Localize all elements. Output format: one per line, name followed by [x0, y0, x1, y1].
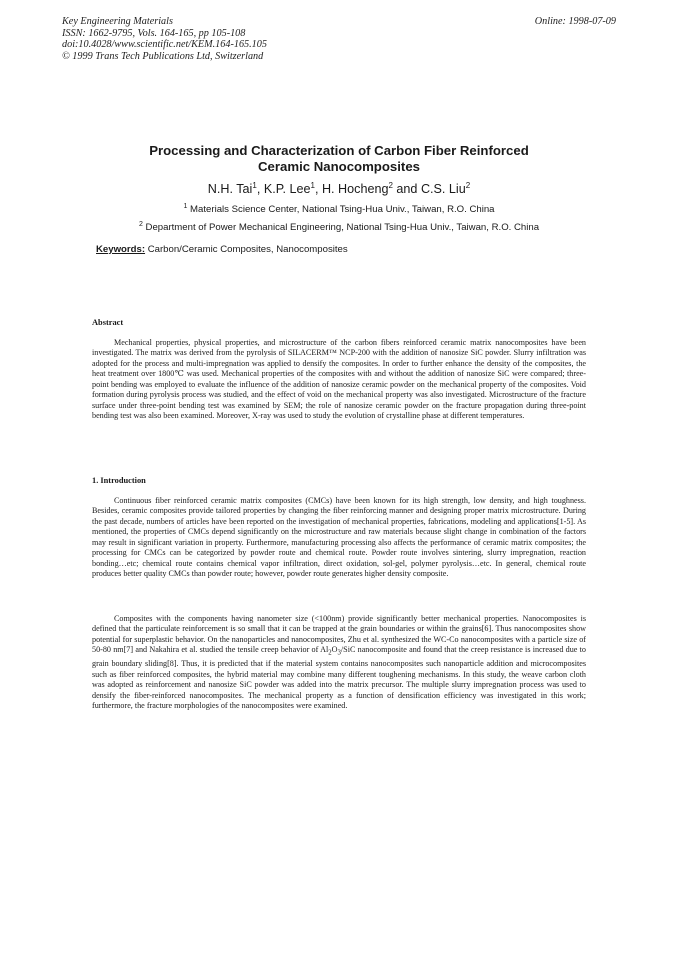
- paragraph-text: /SiC nanocomposite and found that the creep resistance is increased due to grain boundary sliding[8]. Thus, it is predicted that if the material system contains nanocomposites such nanoparticle addition and microcomposites such as fiber reinforced composites, the hybrid material may combine many different toughening mechanisms. In this study, the weave carbon cloth was adopted as reinforcement and nanosize SiC powder was added into the matrix precursor. The multiple slurry impregnation process was used to densify the fiber-reinforced nanocomposites. The mechanical property as a function of densification efficiency was investigated in this work; furthermore, the fracture morphologies of the nanocomposites were examined.: [92, 645, 586, 711]
- title-line-2: Ceramic Nanocomposites: [258, 158, 420, 174]
- online-date: Online: 1998-07-09: [534, 16, 616, 27]
- affiliation-text: Department of Power Mechanical Engineering, National Tsing-Hua Univ., Taiwan, R.O. China: [145, 222, 540, 233]
- affiliation-1: [40, 204, 638, 216]
- keywords: [96, 244, 348, 255]
- introduction-paragraph-2: [92, 614, 586, 712]
- affiliation-number: 1: [183, 202, 188, 210]
- paper-title: [40, 143, 638, 174]
- subscript: 2: [328, 649, 332, 657]
- copyright-line: © 1999 Trans Tech Publications Ltd, Switzerland: [62, 50, 264, 62]
- author-separator: and: [392, 182, 421, 196]
- author-name: K.P. Lee: [263, 182, 311, 196]
- keywords-text: Carbon/Ceramic Composites, Nanocomposites: [147, 244, 348, 255]
- author-affiliation-mark: 2: [388, 180, 393, 190]
- author-separator: ,: [314, 182, 322, 196]
- author-affiliation-mark: 2: [465, 180, 471, 190]
- title-line-1: Processing and Characterization of Carbon Fiber Reinforced: [149, 143, 529, 158]
- issn-line: ISSN: 1662-9795, Vols. 164-165, pp 105-108: [62, 27, 246, 39]
- journal-name: Key Engineering Materials: [62, 16, 173, 27]
- author-name: H. Hocheng: [321, 182, 389, 196]
- keywords-label: Keywords:: [96, 244, 146, 255]
- paragraph-text: Composites with the components having nanometer size (<100nm) provide significantly better mechanical properties. Nanocomposites is defined that the particulate reinforcement is so small that it can be trapped at the grain boundaries or within the grains[6]. Thus nanocomposites show potential for superplastic behavior. On the nanoparticles and nanocomposites, Zhu et al. synthesized the WC-Co nanocomposites with a particle size of 50-80 nm[7] and Nakahira et al. studied the tensile creep behavior of Al: [92, 614, 586, 655]
- author-name: C.S. Liu: [420, 182, 466, 196]
- abstract-heading: Abstract: [92, 318, 124, 327]
- abstract-paragraph: Mechanical properties, physical properties, and microstructure of the carbon fibers reinforced ceramic matrix nanocomposites have been investigated. The matrix was derived from the pyrolysis of SILACERM™ NCP-200 with the addition of nanosize SiC powder. Slurry infiltration was adopted for the process and multi-impregnation was applied to densify the composites. In order to further enhance the density of the composites, the heat treatment over 1800℃ was used. Mechanical properties of the composites with and without the addition of nanosize SiC were compared; three-point bending was employed to evaluate the influence of the addition of nanosize ceramic powder on the mechanical property of the composites. Void formation during pyrolysis process was studied, and the effect of void on the mechanical property was also investigated. Microstructure of the fracture surface under three-point bending test was examined by SEM; the role of nanosize ceramic powder on the fracture propagation during three-point bending test was also been examined. Moreover, X-ray was used to study the evolution of crystalline phase at different temperatures.: [92, 338, 586, 421]
- paragraph-text: O: [331, 645, 338, 655]
- author-affiliation-mark: 1: [252, 180, 257, 190]
- subscript: 3: [337, 649, 341, 657]
- introduction-paragraph-1: Continuous fiber reinforced ceramic matrix composites (CMCs) have been known for its high strength, low density, and high toughness. Besides, ceramic composites provide tailored properties by changing the fiber reinforcing manner and designing proper matrix microstructure. During the past decade, numbers of articles have been reported on the investigation of mechanical properties, fabrications, modeling and applications[1-5]. As mentioned, the properties of CMCs depend significantly on the microstructure and raw materials because slight change in combination of the factors may result in significant variation in property. Furthermore, manufacturing processing also affects the performance of ceramic matrix composites; the processing for CMCs can be categorized by powder route and chemical route. Powder route involves sintering, slurry impregnation, reaction bonding…etc; chemical route contains chemical vapor infiltration, direct oxidation, sol-gel, polymer pyrolysis…etc. In general, chemical route produces better quality CMCs than powder route; however, powder route generates higher density composite.: [92, 496, 586, 579]
- author-name: N.H. Tai: [207, 182, 253, 196]
- author-affiliation-mark: 1: [310, 180, 315, 190]
- author-separator: ,: [256, 182, 264, 196]
- affiliation-text: Materials Science Center, National Tsing-Hua Univ., Taiwan, R.O. China: [190, 204, 495, 215]
- journal-header: [62, 16, 267, 62]
- introduction-heading: 1. Introduction: [92, 476, 146, 485]
- affiliation-2: [40, 222, 638, 234]
- author-list: [40, 182, 638, 197]
- affiliation-number: 2: [138, 220, 143, 228]
- doi-line[interactable]: doi:10.4028/www.scientific.net/KEM.164-165.105: [62, 39, 267, 51]
